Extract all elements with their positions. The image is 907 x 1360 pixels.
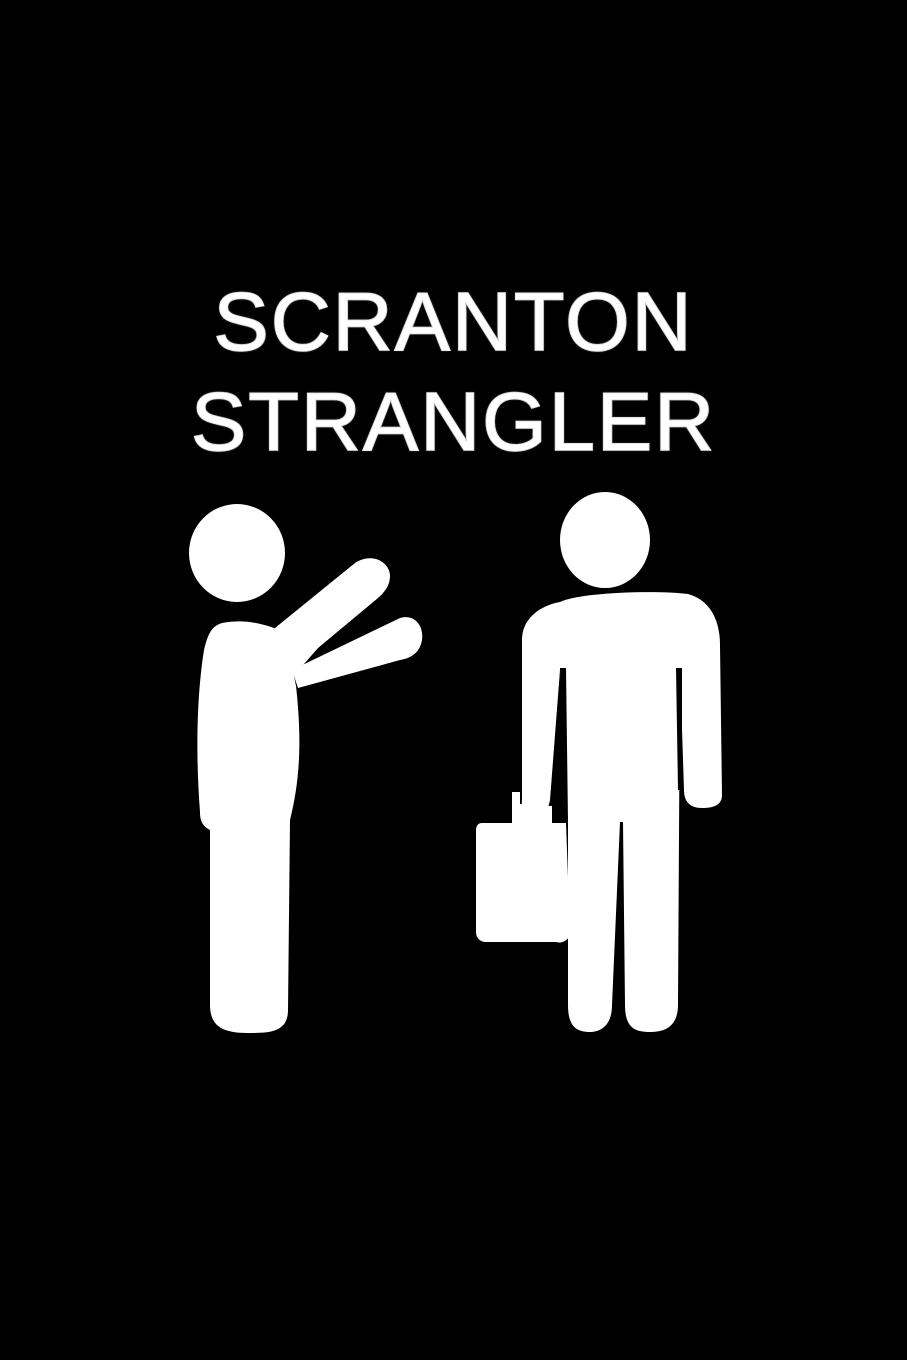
right-figure-head xyxy=(560,492,650,588)
title-line-2: STRANGLER xyxy=(190,375,717,468)
person-with-briefcase-icon xyxy=(476,492,722,1032)
title-line-1: SCRANTON xyxy=(213,275,694,368)
left-figure-body xyxy=(197,621,299,1033)
person-gesturing-icon xyxy=(189,504,422,1033)
left-figure-head xyxy=(189,504,285,602)
briefcase-icon xyxy=(476,823,570,943)
